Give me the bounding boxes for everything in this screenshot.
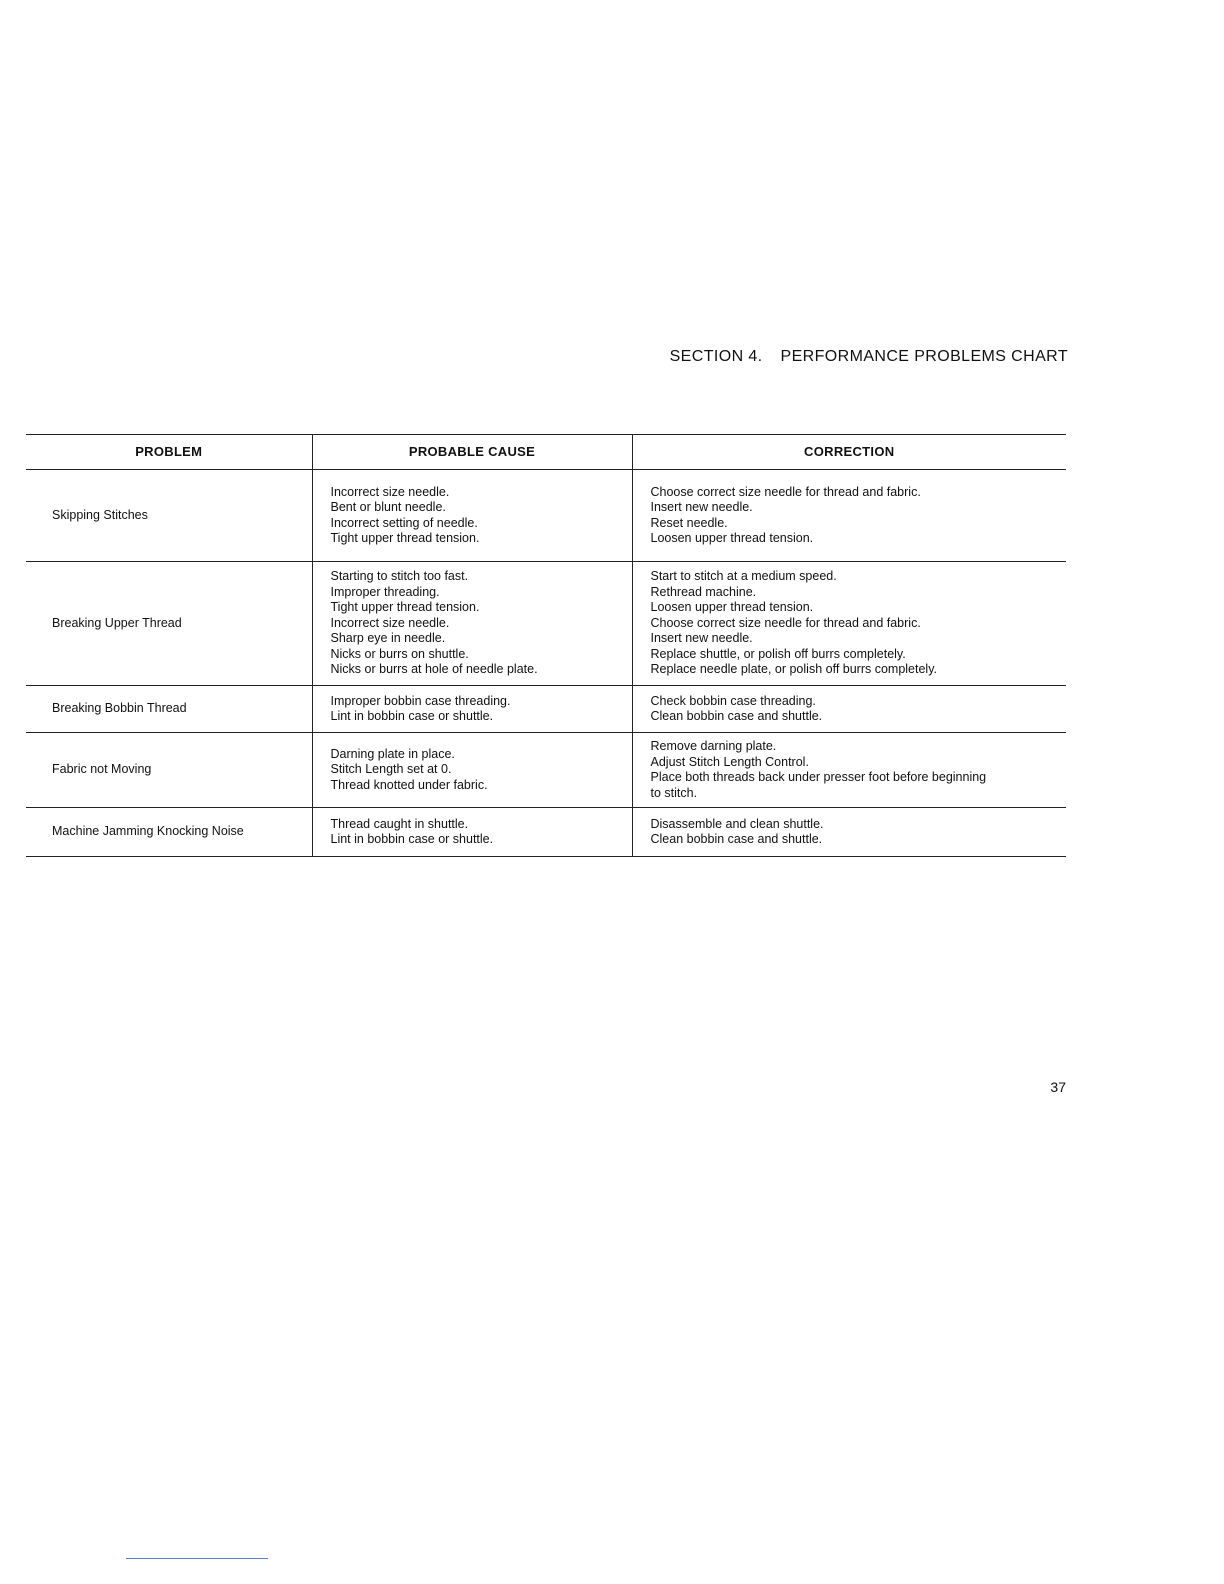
cause-item: Incorrect size needle. (330, 484, 450, 499)
table-row (26, 470, 1066, 562)
correction-cell (632, 733, 1066, 808)
cause-item: Bent or blunt needle. (330, 500, 446, 514)
cause-cell (312, 808, 632, 857)
problem-cell: Breaking Upper Thread (26, 562, 312, 686)
correction-item: Choose correct size needle for thread and fabric. (650, 615, 921, 630)
cause-item: Starting to stitch too fast. (330, 569, 469, 584)
cause-item: Lint in bobbin case or shuttle. (330, 832, 494, 846)
correction-cell (632, 470, 1066, 562)
cause-item: Tight upper thread tension. (330, 531, 480, 545)
cause-cell (312, 686, 632, 733)
problem-cell: Skipping Stitches (26, 470, 312, 562)
problem-cell: Machine Jamming Knocking Noise (26, 808, 312, 857)
correction-cell (632, 686, 1066, 733)
performance-problems-table (26, 434, 1066, 857)
cause-cell (312, 470, 632, 562)
correction-item: Clean bobbin case and shuttle. (650, 832, 823, 846)
table-row (26, 733, 1066, 808)
cause-item: Nicks or burrs on shuttle. (330, 646, 469, 661)
correction-item: Clean bobbin case and shuttle. (650, 709, 823, 723)
correction-item: Place both threads back under presser foot before beginning (650, 770, 987, 784)
correction-item: Choose correct size needle for thread and fabric. (650, 484, 921, 499)
correction-item: Remove darning plate. (650, 739, 777, 753)
correction-item: Disassemble and clean shuttle. (650, 816, 824, 831)
correction-cell (632, 562, 1066, 686)
page-number: 37 (1050, 1079, 1066, 1095)
correction-item: Adjust Stitch Length Control. (650, 754, 809, 769)
cause-item: Sharp eye in needle. (330, 631, 446, 646)
cause-cell (312, 562, 632, 686)
problem-cell: Fabric not Moving (26, 733, 312, 808)
correction-item: Insert new needle. (650, 500, 753, 514)
correction-item: Insert new needle. (650, 631, 753, 646)
correction-item: Reset needle. (650, 515, 728, 530)
correction-item: Loosen upper thread tension. (650, 600, 814, 615)
problem-cell: Breaking Bobbin Thread (26, 686, 312, 733)
correction-item: Start to stitch at a medium speed. (650, 569, 837, 584)
cause-item: Tight upper thread tension. (330, 600, 480, 615)
cause-item: Incorrect setting of needle. (330, 515, 478, 530)
cause-item: Darning plate in place. (330, 746, 455, 761)
table-row (26, 562, 1066, 686)
cause-item: Improper bobbin case threading. (330, 693, 511, 708)
cause-item: Nicks or burrs at hole of needle plate. (330, 662, 538, 677)
correction-item: Replace needle plate, or polish off burrs completely. (650, 662, 938, 677)
column-header-problem: PROBLEM (26, 435, 312, 470)
cause-item: Incorrect size needle. (330, 615, 450, 630)
cause-item: Thread knotted under fabric. (330, 777, 488, 792)
section-number: SECTION 4. (669, 348, 763, 365)
correction-item: Rethread machine. (650, 584, 757, 599)
column-header-probable-cause: PROBABLE CAUSE (312, 435, 632, 470)
table-row (26, 686, 1066, 733)
correction-item: Loosen upper thread tension. (650, 531, 814, 545)
correction-item: Check bobbin case threading. (650, 693, 816, 708)
section-title: PERFORMANCE PROBLEMS CHART (780, 348, 1068, 365)
cause-cell (312, 733, 632, 808)
footer-divider (126, 1558, 268, 1559)
correction-cell (632, 808, 1066, 857)
cause-item: Lint in bobbin case or shuttle. (330, 709, 494, 723)
correction-item: Replace shuttle, or polish off burrs completely. (650, 646, 906, 661)
table-header-row (26, 435, 1066, 470)
cause-item: Thread caught in shuttle. (330, 816, 469, 831)
section-heading (600, 348, 1068, 366)
cause-item: Stitch Length set at 0. (330, 762, 452, 777)
correction-item: to stitch. (650, 785, 698, 800)
cause-item: Improper threading. (330, 584, 440, 599)
table-row (26, 808, 1066, 857)
column-header-correction: CORRECTION (632, 435, 1066, 470)
